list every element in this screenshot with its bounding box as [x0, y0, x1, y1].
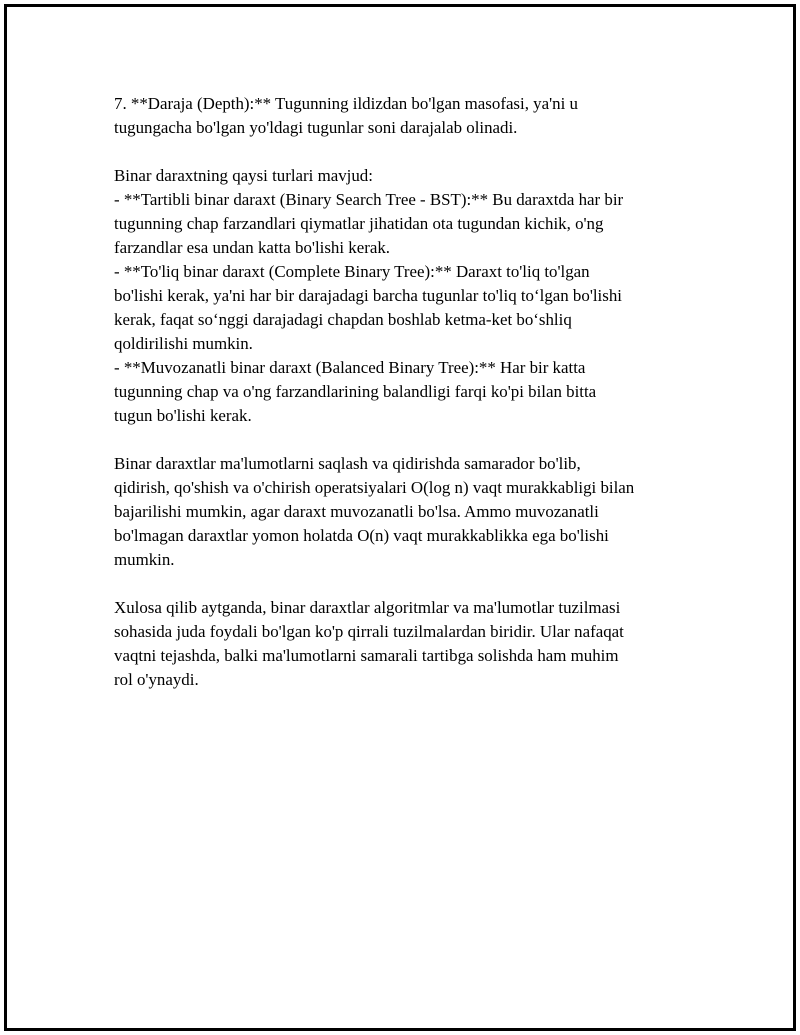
paragraph-spacer: [114, 572, 694, 596]
text-line: 7. **Daraja (Depth):** Tugunning ildizdan bo'lgan masofasi, ya'ni u: [114, 94, 578, 113]
paragraph-conclusion: [114, 596, 694, 692]
text-line: tugungacha bo'lgan yo'ldagi tugunlar soni darajalab olinadi.: [114, 118, 518, 137]
text-line: tugun bo'lishi kerak.: [114, 406, 252, 425]
text-line: bajarilishi mumkin, agar daraxt muvozanatli bo'lsa. Ammo muvozanatli: [114, 502, 599, 521]
text-line: tugunning chap va o'ng farzandlarining balandligi farqi ko'pi bilan bitta: [114, 382, 597, 401]
text-line: tugunning chap farzandlari qiymatlar jihatidan ota tugundan kichik, o'ng: [114, 214, 604, 233]
text-line: sohasida juda foydali bo'lgan ko'p qirrali tuzilmalardan biridir. Ular nafaqat: [114, 622, 624, 641]
text-line: rol o'ynaydi.: [114, 670, 199, 689]
text-line: Binar daraxtning qaysi turlari mavjud:: [114, 166, 373, 185]
text-line: bo'lmagan daraxtlar yomon holatda O(n) vaqt murakkablikka ega bo'lishi: [114, 526, 609, 545]
list-item-bst: - **Tartibli binar daraxt (Binary Search Tree - BST):** Bu daraxtda har bir: [114, 190, 624, 209]
text-line: bo'lishi kerak, ya'ni har bir darajadagi barcha tugunlar to'liq to‘lgan bo'lishi: [114, 286, 622, 305]
text-line: kerak, faqat so‘nggi darajadagi chapdan boshlab ketma-ket bo‘shliq: [114, 310, 572, 329]
list-item-complete-tree: - **To'liq binar daraxt (Complete Binary Tree):** Daraxt to'liq to'lgan: [114, 262, 590, 281]
paragraph-efficiency: [114, 452, 694, 572]
list-item-balanced-tree: - **Muvozanatli binar daraxt (Balanced Binary Tree):** Har bir katta: [114, 358, 586, 377]
text-line: vaqtni tejashda, balki ma'lumotlarni samarali tartibga solishda ham muhim: [114, 646, 619, 665]
document-body: [114, 92, 694, 692]
text-line: farzandlar esa undan katta bo'lishi kerak.: [114, 238, 390, 257]
text-line: Binar daraxtlar ma'lumotlarni saqlash va qidirishda samarador bo'lib,: [114, 454, 581, 473]
text-line: qoldirilishi mumkin.: [114, 334, 253, 353]
paragraph-depth: [114, 92, 694, 140]
paragraph-spacer: [114, 140, 694, 164]
paragraph-tree-types: [114, 164, 694, 428]
text-line: Xulosa qilib aytganda, binar daraxtlar algoritmlar va ma'lumotlar tuzilmasi: [114, 598, 621, 617]
text-line: mumkin.: [114, 550, 175, 569]
paragraph-spacer: [114, 428, 694, 452]
text-line: qidirish, qo'shish va o'chirish operatsiyalari O(log n) vaqt murakkabligi bilan: [114, 478, 635, 497]
